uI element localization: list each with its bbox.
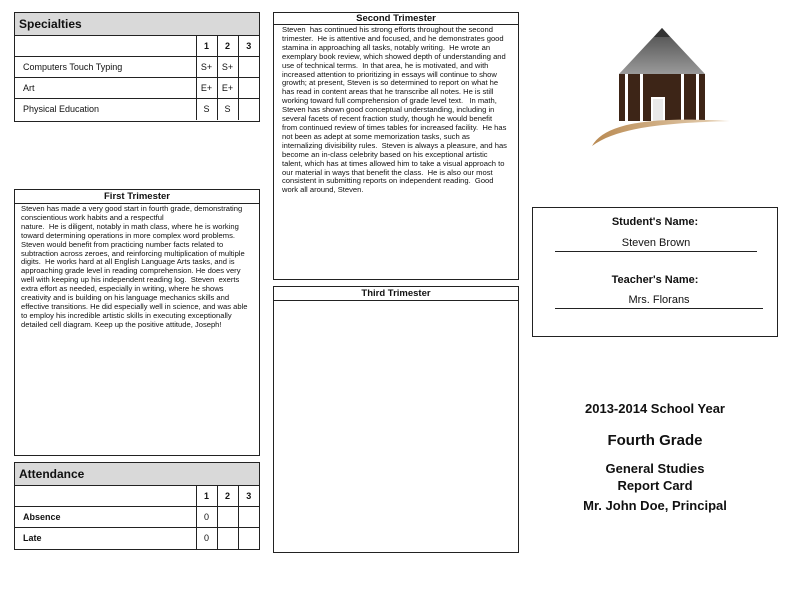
student-name-field[interactable]: Steven Brown: [555, 237, 757, 252]
attendance-cell[interactable]: [238, 528, 259, 549]
names-box: [532, 207, 778, 337]
grade-cell[interactable]: E+: [196, 78, 217, 99]
attendance-cell[interactable]: [217, 528, 238, 549]
attendance-header-row: [15, 486, 259, 507]
second-trimester-comment[interactable]: Steven has continued his strong efforts throughout the second trimester. He is attentive and focused, and he demonstrates good stamina in approaching all tasks, notably writing. He wrote an exemplary book review, which showed depth of understanding and use of technical terms. In that area, he is motivated, and with increased attention to prioritizing in essays will continue to show growth; at present, Steven is so determined to report on what he has read in content areas that he transcribe all notes. He is still working toward full comprehension of grade level text. In math, Steven has shown good conceptual understanding, including in several facets of recent fraction study, though he would benefit from continued review of times tables for increased facility. He has not been as adept at some memorization tasks, such as internalizing divisibility rules. Steven is always a pleasure, and has become an in-class celebrity based on his exceptional artistic talent, which has at times allowed him to take a visual approach to our material in ways that benefit the class. He is also our most consistent in submitting reports on independent reading. Good work all around, Steven.: [282, 25, 507, 195]
first-trimester-comment[interactable]: Steven has made a very good start in fourth grade, demonstrating conscientious work habits and a respectful nature. He is diligent, notably in math class, where he is working toward determining operations in more complex word problems. Steven would benefit from practicing number facts related to subtraction across zeroes, and reinforcing multiplication of multiple digits. He works hard at all English Language Arts tasks, and is approaching grade level in reading comprehension. He does very well with keeping up his independent reading log. Steven exerts extra effort as needed, especially in writing, where he shows creativity and is building on his language mechanics skills and effective transitions. He did especially well in science, and was able to employ his incredible artistic skills in executing exceptionally detailed cell diagram. Keep up the positive attitude, Joseph!: [21, 204, 248, 329]
schoolhouse-icon: [588, 26, 730, 150]
attendance-cell[interactable]: 0: [196, 507, 217, 528]
attendance-label: Late: [15, 528, 196, 549]
grade-cell[interactable]: [238, 78, 259, 99]
third-trimester-box: [273, 286, 519, 553]
subject-label: Computers Touch Typing: [15, 57, 196, 78]
subject-label: Art: [15, 78, 196, 99]
specialties-header-row: [15, 36, 259, 57]
grade-title: Fourth Grade: [607, 432, 703, 449]
grade-cell[interactable]: S+: [196, 57, 217, 78]
specialties-grid: [15, 35, 259, 120]
table-row: [15, 78, 259, 99]
table-row: [15, 57, 259, 78]
specialties-col-1: 1: [196, 36, 217, 57]
grade-cell[interactable]: E+: [217, 78, 238, 99]
teacher-name-field[interactable]: Mrs. Florans: [555, 294, 763, 309]
table-row: [15, 99, 259, 120]
table-row: [15, 507, 259, 528]
attendance-col-3: 3: [238, 486, 259, 507]
third-trimester-comment[interactable]: [274, 301, 518, 302]
teacher-name-label: Teacher's Name:: [611, 274, 699, 286]
attendance-cell[interactable]: 0: [196, 528, 217, 549]
attendance-cell[interactable]: [217, 507, 238, 528]
first-trimester-title: First Trimester: [15, 190, 259, 204]
grade-cell[interactable]: [238, 57, 259, 78]
report-card-title-line1: General Studies: [605, 461, 705, 476]
table-row: [15, 528, 259, 549]
specialties-col-3: 3: [238, 36, 259, 57]
attendance-table: [14, 462, 260, 550]
second-trimester-title: Second Trimester: [274, 13, 518, 25]
report-card-title-line2: Report Card: [617, 478, 693, 493]
third-trimester-title: Third Trimester: [274, 287, 518, 301]
attendance-label: Absence: [15, 507, 196, 528]
student-name-label: Student's Name:: [611, 216, 699, 228]
school-year: 2013-2014 School Year: [585, 401, 725, 416]
second-trimester-box: [273, 12, 519, 280]
attendance-col-1: 1: [196, 486, 217, 507]
first-trimester-box: [14, 189, 260, 456]
grade-cell[interactable]: S: [196, 99, 217, 120]
specialties-subject-header: [15, 36, 196, 57]
subject-label: Physical Education: [15, 99, 196, 120]
attendance-title: Attendance: [15, 463, 259, 486]
specialties-table: [14, 12, 260, 122]
attendance-grid: [15, 485, 259, 549]
specialties-title: Specialties: [15, 13, 259, 36]
attendance-cell[interactable]: [238, 507, 259, 528]
attendance-label-header: [15, 486, 196, 507]
grade-cell[interactable]: S: [217, 99, 238, 120]
grade-cell[interactable]: S+: [217, 57, 238, 78]
specialties-col-2: 2: [217, 36, 238, 57]
principal-name: Mr. John Doe, Principal: [583, 498, 727, 513]
attendance-col-2: 2: [217, 486, 238, 507]
grade-cell[interactable]: [238, 99, 259, 120]
